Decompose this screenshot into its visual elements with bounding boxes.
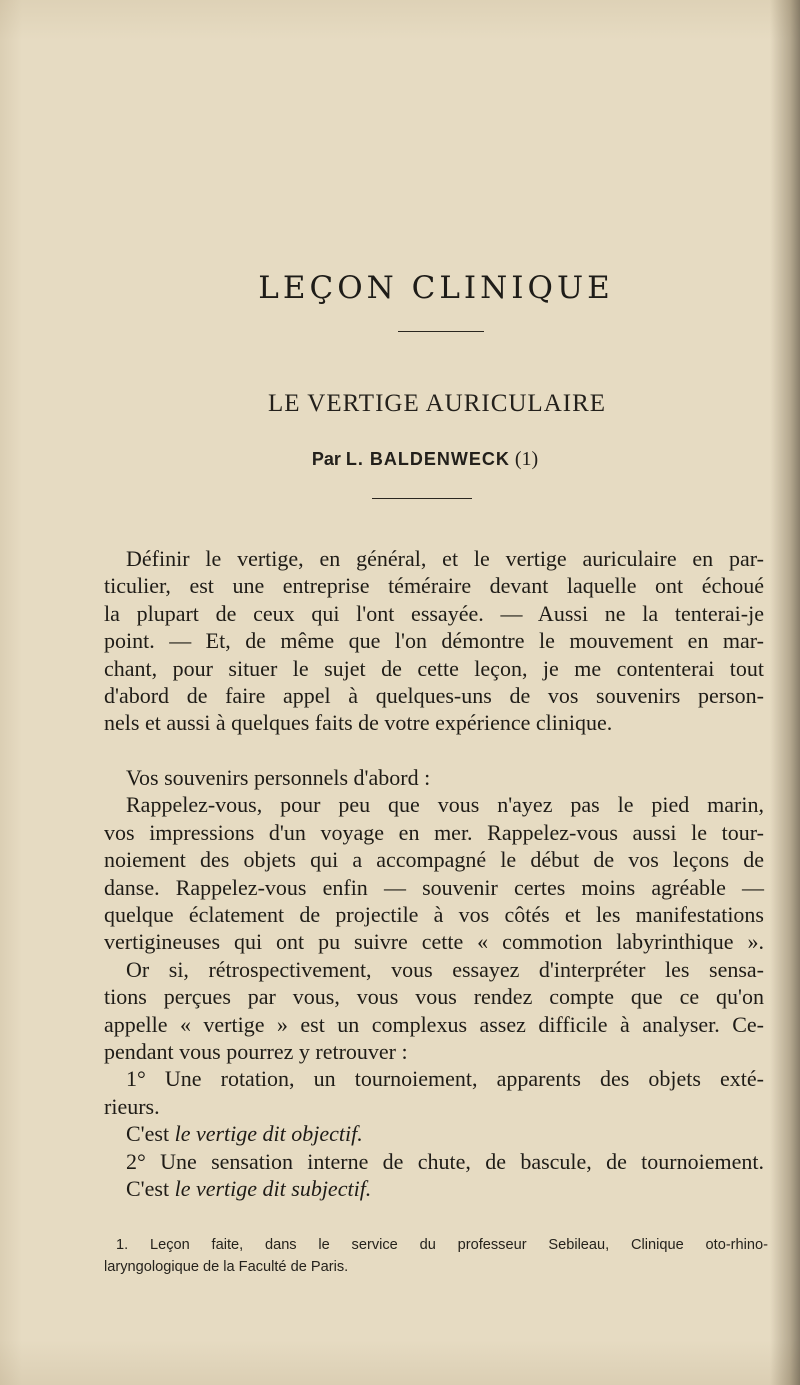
text-line: pendant vous pourrez y retrouver :	[104, 1039, 408, 1065]
article-subtitle: LE VERTIGE AURICULAIRE	[267, 390, 607, 417]
author-name: L. BALDENWECK	[345, 449, 510, 469]
text-line: tions perçues par vous, vous vous rendez compte que ce qu'on	[104, 984, 764, 1010]
author-divider	[372, 498, 472, 499]
footnote-reference: (1)	[514, 448, 539, 470]
text-line: Or si, rétrospectivement, vous essayez d'interpréter les sensa-	[126, 956, 764, 982]
objective-prefix: C'est	[126, 1121, 175, 1147]
paragraph-2	[104, 764, 764, 1203]
footnote-line: 1. Leçon faite, dans le service du professeur Sebileau, Clinique oto-rhino-	[116, 1237, 768, 1253]
author-prefix: Par	[311, 449, 341, 469]
footnote-line: laryngologique de la Faculté de Paris.	[104, 1259, 349, 1275]
text-line: Vos souvenirs personnels d'abord :	[126, 765, 431, 790]
text-line: Définir le vertige, en général, et le vertige auriculaire en par-	[126, 546, 764, 571]
text-line: quelque éclatement de projectile à vos côtés et les manifestations	[104, 902, 764, 928]
text-line: 2° Une sensation interne de chute, de bascule, de tournoiement.	[126, 1148, 764, 1174]
subjective-vertigo-term: le vertige dit subjectif.	[174, 1176, 372, 1202]
text-line: Rappelez-vous, pour peu que vous n'ayez pas le pied marin,	[126, 792, 764, 818]
text-line: rieurs.	[104, 1093, 160, 1119]
text-line: vos impressions d'un voyage en mer. Rappelez-vous aussi le tour-	[104, 819, 764, 845]
text-line: ticulier, est une entreprise téméraire devant laquelle ont échoué	[104, 573, 764, 599]
text-line: 1° Une rotation, un tournoiement, apparents des objets exté-	[126, 1066, 764, 1092]
text-line: danse. Rappelez-vous enfin — souvenir certes moins agréable —	[104, 874, 764, 900]
text-line: noiement des objets qui a accompagné le début de vos leçons de	[104, 847, 764, 873]
text-line: point. — Et, de même que l'on démontre le mouvement en mar-	[104, 628, 764, 654]
subjective-prefix: C'est	[126, 1176, 175, 1202]
subjective-vertigo-line	[104, 1175, 764, 1202]
objective-vertigo-line	[104, 1120, 764, 1147]
lesson-title: LEÇON CLINIQUE	[258, 270, 614, 306]
text-line: appelle « vertige » est un complexus assez difficile à analyser. Ce-	[104, 1011, 764, 1037]
paragraph-1	[104, 545, 764, 737]
text-line: chant, pour situer le sujet de cette leçon, je me contenterai tout	[104, 655, 764, 681]
title-divider	[398, 331, 484, 332]
text-line: vertigineuses qui ont pu suivre cette « commotion labyrinthique ».	[104, 929, 764, 955]
footnote	[104, 1234, 768, 1278]
objective-vertigo-term: le vertige dit objectif.	[174, 1121, 363, 1147]
text-line: d'abord de faire appel à quelques-uns de vos souvenirs person-	[104, 683, 764, 709]
author-line	[0, 448, 800, 471]
text-line: la plupart de ceux qui l'ont essayée. — Aussi ne la tenterai-je	[104, 600, 764, 626]
text-line: nels et aussi à quelques faits de votre expérience clinique.	[104, 710, 613, 736]
